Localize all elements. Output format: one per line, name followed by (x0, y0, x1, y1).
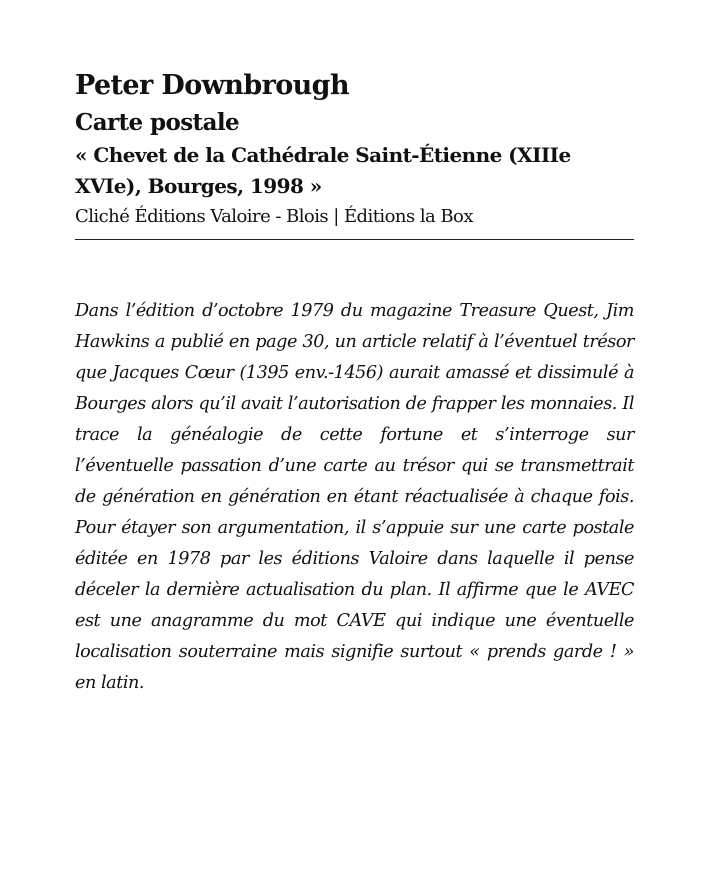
photo-credit: Cliché Éditions Valoire - Blois | Éditions la Box (75, 206, 473, 227)
header-divider (75, 239, 634, 240)
work-title: « Chevet de la Cathédrale Saint-Étienne (XIIIe XVIe), Bourges, 1998 » (75, 143, 571, 198)
notice-header (75, 66, 635, 232)
artist-name: Peter Downbrough (75, 70, 349, 101)
body-paragraph: Dans l’édition d’octobre 1979 du magazine Treasure Quest, Jim Hawkins a publié en page 30, un article relatif à l’éventuel trésor que Jacques Cœur (1395 env.-1456) aurait amassé et dissimulé à Bourges alors qu’il avait l’autorisation de frapper les monnaies. Il trace la généalogie de cette fortune et s’interroge sur l’éventuelle passation d’une carte au trésor qui se transmettrait de génération en génération en étant réactualisée à chaque fois. Pour étayer son argumentation, il s’appuie sur une carte postale éditée en 1978 par les éditions Valoire dans laquelle il pense déceler la dernière actualisation du plan. Il affirme que le AVEC est une anagramme du mot CAVE qui indique une éventuelle localisation souterraine mais signifie surtout « prends garde ! » en latin. (75, 301, 634, 693)
document-type: Carte postale (75, 109, 240, 136)
